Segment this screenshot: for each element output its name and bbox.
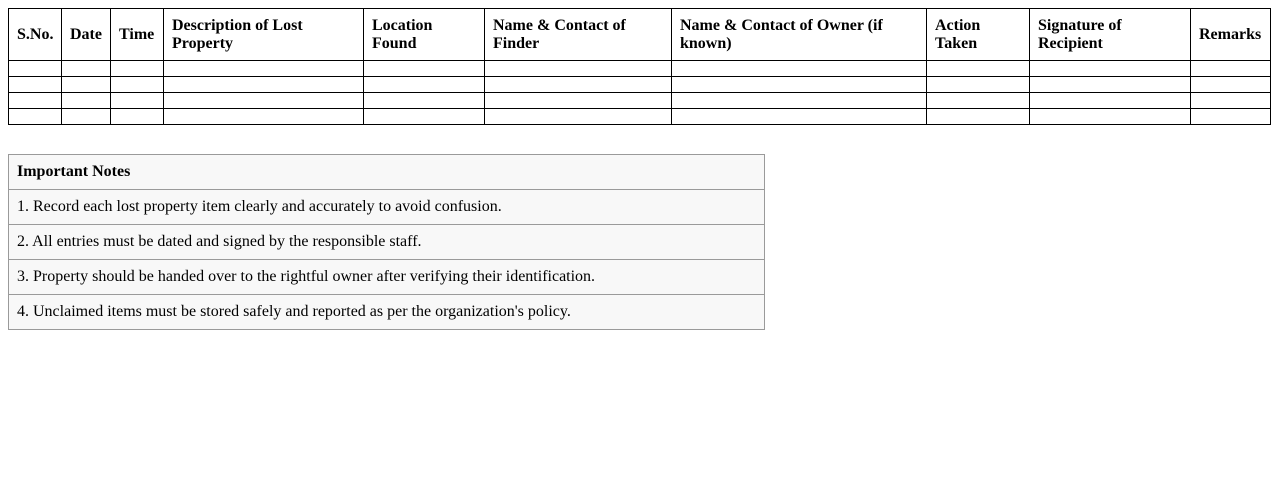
table-cell <box>485 61 672 77</box>
table-cell <box>1030 77 1191 93</box>
column-header-remarks: Remarks <box>1191 9 1271 61</box>
lost-property-register-table <box>8 8 1271 125</box>
column-header-recipient-signature: Signature of Recipient <box>1030 9 1191 61</box>
table-cell <box>672 61 927 77</box>
table-cell <box>62 109 111 125</box>
table-cell <box>164 93 364 109</box>
table-cell <box>1191 109 1271 125</box>
table-row <box>9 93 1271 109</box>
table-cell <box>1030 109 1191 125</box>
table-cell <box>111 93 164 109</box>
table-cell <box>164 77 364 93</box>
table-cell <box>485 93 672 109</box>
note-item: 4. Unclaimed items must be stored safely and reported as per the organization's policy. <box>9 295 765 330</box>
note-row <box>9 190 765 225</box>
table-cell <box>364 77 485 93</box>
table-cell <box>927 93 1030 109</box>
notes-heading: Important Notes <box>9 155 765 190</box>
note-row <box>9 225 765 260</box>
table-cell <box>672 77 927 93</box>
column-header-location-found: Location Found <box>364 9 485 61</box>
column-header-finder-contact: Name & Contact of Finder <box>485 9 672 61</box>
table-cell <box>9 77 62 93</box>
note-row <box>9 295 765 330</box>
table-cell <box>111 61 164 77</box>
table-cell <box>364 109 485 125</box>
table-cell <box>927 109 1030 125</box>
register-header-row <box>9 9 1271 61</box>
column-header-description: Description of Lost Property <box>164 9 364 61</box>
table-cell <box>927 61 1030 77</box>
column-header-serial-number: S.No. <box>9 9 62 61</box>
table-cell <box>927 77 1030 93</box>
table-row <box>9 61 1271 77</box>
table-cell <box>164 109 364 125</box>
column-header-owner-contact: Name & Contact of Owner (if known) <box>672 9 927 61</box>
table-cell <box>485 77 672 93</box>
table-row <box>9 77 1271 93</box>
table-cell <box>364 61 485 77</box>
table-cell <box>9 109 62 125</box>
important-notes-table <box>8 154 765 330</box>
column-header-time: Time <box>111 9 164 61</box>
note-item: 3. Property should be handed over to the rightful owner after verifying their identification. <box>9 260 765 295</box>
table-cell <box>62 93 111 109</box>
table-cell <box>364 93 485 109</box>
table-cell <box>9 61 62 77</box>
table-cell <box>672 93 927 109</box>
table-cell <box>1191 93 1271 109</box>
table-cell <box>1030 61 1191 77</box>
table-cell <box>9 93 62 109</box>
table-cell <box>1030 93 1191 109</box>
table-cell <box>111 109 164 125</box>
table-cell <box>1191 77 1271 93</box>
table-cell <box>1191 61 1271 77</box>
table-cell <box>62 77 111 93</box>
table-cell <box>62 61 111 77</box>
note-item: 1. Record each lost property item clearly and accurately to avoid confusion. <box>9 190 765 225</box>
table-cell <box>111 77 164 93</box>
column-header-action-taken: Action Taken <box>927 9 1030 61</box>
note-item: 2. All entries must be dated and signed by the responsible staff. <box>9 225 765 260</box>
column-header-date: Date <box>62 9 111 61</box>
note-row <box>9 260 765 295</box>
notes-header-row <box>9 155 765 190</box>
table-cell <box>672 109 927 125</box>
table-row <box>9 109 1271 125</box>
table-cell <box>485 109 672 125</box>
table-cell <box>164 61 364 77</box>
